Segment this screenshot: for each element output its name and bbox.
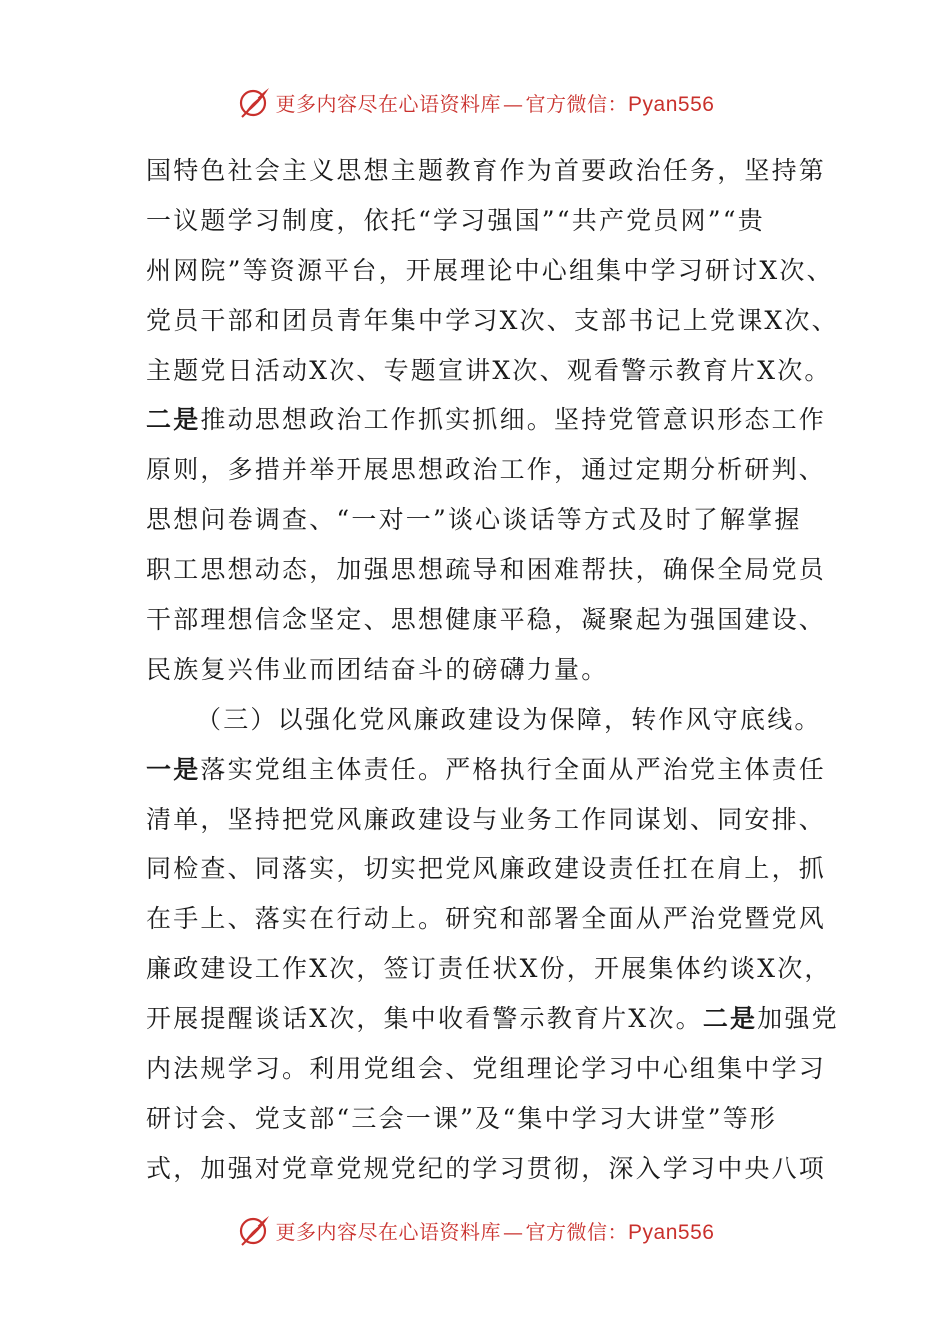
line-text: 研讨会、党支部“三会一课”及“集中学习大讲堂”等形 [146,1103,778,1133]
text-line [146,495,810,545]
text-line [146,146,827,196]
line-text: 同检查、同落实，切实把党风廉政建设责任扛在肩上，抓 [146,854,827,884]
header-banner [0,82,950,122]
text-line [146,246,834,296]
line-text: 加强党 [757,1004,839,1034]
line-text: 在手上、落实在行动上。研究和部署全面从严治党暨党风 [146,904,827,934]
header-banner-title: 更多内容尽在心语资料库 [275,91,502,116]
text-line [146,296,839,346]
header-wechat-label: 官方微信： [525,91,629,116]
line-text: 主题党日活动X次、专题宣讲X次、观看警示教育片X次。 [146,355,832,385]
text-line [146,595,827,645]
quill-pen-logo-icon [236,1212,272,1248]
line-text: 原则，多措并举开展思想政治工作，通过定期分析研判、 [146,455,827,485]
line-text: 一议题学习制度，依托“学习强国”“共产党员网”“贵 [146,205,765,235]
line-text: 内法规学习。利用党组会、党组理论学习中心组集中学习 [146,1054,827,1084]
footer-wechat-id: Pyan556 [628,1220,715,1244]
quill-pen-logo-icon [236,84,272,120]
line-text: 州网院”等资源平台，开展理论中心组集中学习研讨X次、 [146,255,834,285]
line-text: 落实党组主体责任。严格执行全面从严治党主体责任 [200,754,827,784]
line-text-lead: 开展提醒谈话X次，集中收看警示教育片X次。 [146,1004,703,1034]
text-line [146,395,827,445]
text-line [146,346,832,396]
footer-banner [0,1210,950,1250]
header-wechat-id: Pyan556 [628,92,715,116]
text-line [146,944,832,994]
line-text: 推动思想政治工作抓实抓细。坚持党管意识形态工作 [200,405,827,435]
line-text: 廉政建设工作X次，签订责任状X份，开展集体约谈X次， [146,954,832,984]
footer-banner-title: 更多内容尽在心语资料库 [275,1219,502,1244]
footer-banner-text [276,1216,715,1245]
text-line [146,894,827,944]
line-text: 式，加强对党章党规党纪的学习贯彻，深入学习中央八项 [146,1153,827,1183]
text-line [146,1044,827,1094]
text-line [146,795,827,845]
line-text: 国特色社会主义思想主题教育作为首要政治任务，坚持第 [146,156,827,185]
document-body [146,146,839,1194]
text-line [146,844,827,894]
line-text: （三）以强化党风廉政建设为保障，转作风守底线。 [196,704,822,734]
header-banner-separator: — [503,91,524,116]
footer-wechat-label: 官方微信： [525,1219,629,1244]
ordinal-marker: 一是 [146,754,201,784]
text-line [146,445,827,495]
line-text: 干部理想信念坚定、思想健康平稳，凝聚起为强国建设、 [146,605,827,635]
header-banner-text [276,88,715,117]
footer-banner-separator: — [503,1219,524,1244]
text-line [146,196,810,246]
line-text: 清单，坚持把党风廉政建设与业务工作同谋划、同安排、 [146,804,827,834]
text-line [146,645,810,695]
ordinal-marker: 二是 [146,405,201,435]
text-line [146,695,822,745]
ordinal-marker: 二是 [702,1004,758,1034]
text-line [146,1094,810,1144]
text-line [146,745,827,795]
line-text: 党员干部和团员青年集中学习X次、支部书记上党课X次、 [146,305,839,335]
text-line [146,545,827,595]
text-line [146,994,839,1044]
text-line [146,1144,827,1194]
line-text: 思想问卷调查、“一对一”谈心谈话等方式及时了解掌握 [146,505,802,535]
line-text: 职工思想动态，加强思想疏导和困难帮扶，确保全局党员 [146,555,827,585]
line-text: 民族复兴伟业而团结奋斗的磅礴力量。 [146,654,609,684]
